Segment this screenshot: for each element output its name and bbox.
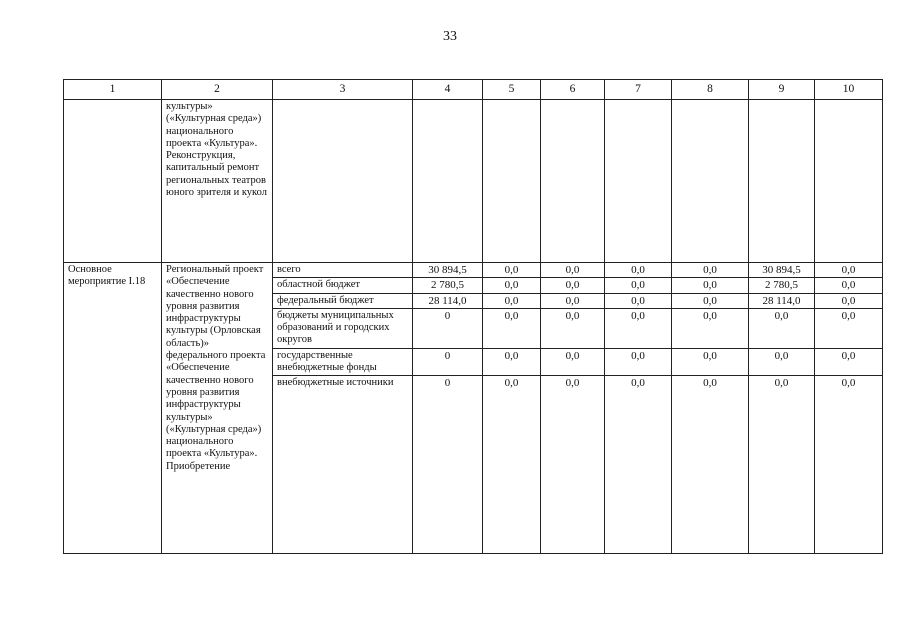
empty-cell: [541, 100, 605, 263]
value-cell: 0,0: [541, 376, 605, 554]
value-cell: 0,0: [605, 348, 672, 376]
event-label: Основное мероприятие I.18: [64, 263, 162, 554]
value-cell: 0,0: [541, 348, 605, 376]
value-cell: 0,0: [672, 376, 749, 554]
empty-cell: [273, 100, 413, 263]
column-header: 5: [483, 80, 541, 100]
value-cell: 0,0: [483, 278, 541, 293]
value-cell: 0: [413, 308, 483, 348]
column-header: 9: [749, 80, 815, 100]
column-header: 3: [273, 80, 413, 100]
funding-source: внебюджетные источники: [273, 376, 413, 554]
funding-source: бюджеты муниципальных образований и городских округов: [273, 308, 413, 348]
column-header: 4: [413, 80, 483, 100]
value-cell: 2 780,5: [413, 278, 483, 293]
column-header-row: [64, 80, 883, 100]
value-cell: 0,0: [483, 376, 541, 554]
value-cell: 0,0: [483, 293, 541, 308]
empty-cell: [483, 100, 541, 263]
continuation-row: [64, 100, 883, 263]
value-cell: 0,0: [749, 376, 815, 554]
event-description: Региональный проект «Обеспечение качественно нового уровня развития инфраструктуры культуры (Орловская область)» федерального проекта «Обеспечение качественно нового уровня развития инфраструктуры культуры» («Культурная среда») национального проекта «Культура». Приобретение: [162, 263, 273, 554]
column-header: 8: [672, 80, 749, 100]
funding-table: [63, 79, 883, 554]
funding-source: областной бюджет: [273, 278, 413, 293]
value-cell: 28 114,0: [749, 293, 815, 308]
value-cell: 2 780,5: [749, 278, 815, 293]
empty-cell: [815, 100, 883, 263]
page-number: 33: [443, 29, 457, 44]
value-cell: 30 894,5: [749, 263, 815, 278]
value-cell: 0,0: [815, 376, 883, 554]
value-cell: 0,0: [749, 308, 815, 348]
value-cell: 0,0: [605, 308, 672, 348]
value-cell: 0: [413, 376, 483, 554]
value-cell: 0,0: [815, 278, 883, 293]
value-cell: 0,0: [815, 308, 883, 348]
value-cell: 0,0: [672, 293, 749, 308]
continuation-description: культуры» («Культурная среда») национального проекта «Культура». Реконструкция, капитальный ремонт региональных театров юного зрителя и кукол: [162, 100, 273, 263]
empty-cell: [672, 100, 749, 263]
value-cell: 0,0: [541, 308, 605, 348]
value-cell: 0,0: [815, 293, 883, 308]
funding-source: всего: [273, 263, 413, 278]
value-cell: 0,0: [605, 376, 672, 554]
value-cell: 0,0: [541, 263, 605, 278]
value-cell: 0,0: [605, 293, 672, 308]
empty-cell: [64, 100, 162, 263]
value-cell: 0: [413, 348, 483, 376]
empty-cell: [413, 100, 483, 263]
value-cell: 0,0: [672, 263, 749, 278]
value-cell: 0,0: [605, 263, 672, 278]
column-header: 1: [64, 80, 162, 100]
column-header: 6: [541, 80, 605, 100]
value-cell: 0,0: [749, 348, 815, 376]
value-cell: 0,0: [672, 348, 749, 376]
column-header: 7: [605, 80, 672, 100]
column-header: 10: [815, 80, 883, 100]
funding-source: государственные внебюджетные фонды: [273, 348, 413, 376]
value-cell: 28 114,0: [413, 293, 483, 308]
value-cell: 0,0: [672, 278, 749, 293]
empty-cell: [605, 100, 672, 263]
value-cell: 0,0: [815, 263, 883, 278]
value-cell: 0,0: [672, 308, 749, 348]
empty-cell: [749, 100, 815, 263]
value-cell: 0,0: [815, 348, 883, 376]
value-cell: 0,0: [483, 348, 541, 376]
table-row: [64, 263, 883, 278]
value-cell: 0,0: [541, 293, 605, 308]
funding-source: федеральный бюджет: [273, 293, 413, 308]
value-cell: 0,0: [605, 278, 672, 293]
value-cell: 0,0: [483, 308, 541, 348]
value-cell: 30 894,5: [413, 263, 483, 278]
value-cell: 0,0: [483, 263, 541, 278]
value-cell: 0,0: [541, 278, 605, 293]
column-header: 2: [162, 80, 273, 100]
